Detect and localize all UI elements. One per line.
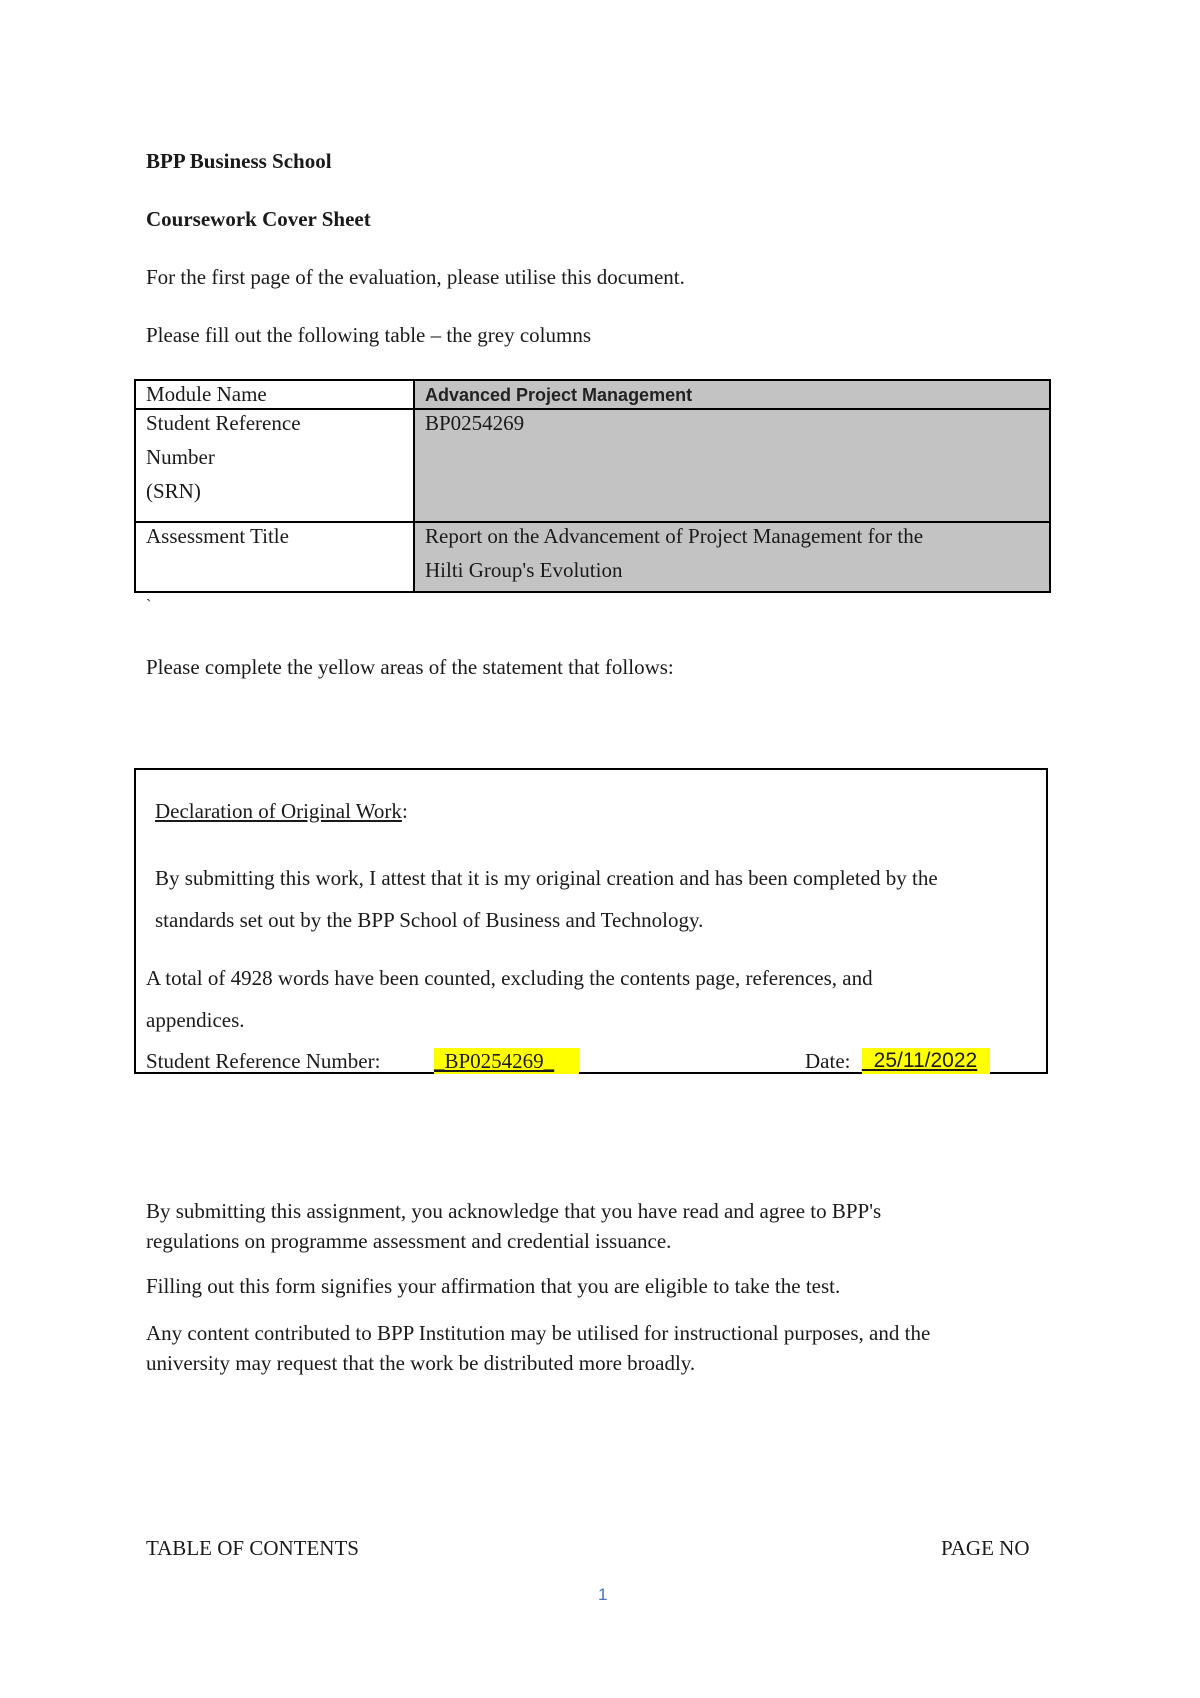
yellow-areas-instruction: Please complete the yellow areas of the statement that follows:	[146, 655, 674, 679]
word-count-line: appendices.	[146, 1008, 245, 1032]
stray-mark: `	[146, 597, 152, 614]
toc-heading: TABLE OF CONTENTS	[146, 1536, 359, 1560]
date-field[interactable]: _25/11/2022	[862, 1048, 990, 1074]
srn-declaration-field[interactable]: _BP0254269_	[434, 1048, 579, 1074]
assessment-title-label	[135, 522, 414, 592]
declaration-heading-text: Declaration of Original Work	[155, 799, 402, 823]
acknowledge-line: regulations on programme assessment and credential issuance.	[146, 1229, 672, 1253]
content-usage-line: Any content contributed to BPP Institution may be utilised for instructional purposes, and the	[146, 1321, 931, 1345]
word-count-line: A total of 4928 words have been counted, excluding the contents page, references, and	[146, 966, 873, 990]
toc-page-heading: PAGE NO	[941, 1536, 1030, 1560]
table-row	[135, 409, 1050, 522]
student-info-table	[134, 379, 1051, 593]
srn-label	[135, 409, 414, 522]
assessment-title-label-text: Assessment Title	[146, 523, 289, 548]
declaration-heading	[155, 798, 408, 824]
module-name-text: Advanced Project Management	[425, 385, 693, 405]
declaration-heading-colon: :	[401, 799, 408, 823]
page-number: 1	[598, 1585, 608, 1604]
assessment-title-line: Hilti Group's Evolution	[425, 557, 623, 582]
srn-value-text: BP0254269	[425, 411, 525, 436]
declaration-statement-line: standards set out by the BPP School of Business and Technology.	[155, 908, 704, 932]
declaration-statement-line: By submitting this work, I attest that it is my original creation and has been completed by the	[155, 866, 938, 890]
date-label: Date:	[805, 1049, 851, 1073]
srn-label-line: Number	[146, 445, 215, 470]
cover-sheet-title: Coursework Cover Sheet	[146, 207, 371, 231]
acknowledge-line: By submitting this assignment, you acknowledge that you have read and agree to BPP's	[146, 1199, 882, 1223]
table-instruction: Please fill out the following table – the grey columns	[146, 323, 591, 347]
srn-label-line: (SRN)	[146, 479, 201, 504]
content-usage-line: university may request that the work be distributed more broadly.	[146, 1351, 696, 1375]
assessment-title-value[interactable]	[414, 522, 1050, 592]
srn-value[interactable]	[414, 409, 1050, 522]
srn-declaration-label: Student Reference Number:	[146, 1049, 381, 1073]
srn-label-line: Student Reference	[146, 411, 301, 436]
assessment-title-line: Report on the Advancement of Project Management for the	[425, 523, 924, 548]
school-name: BPP Business School	[146, 149, 332, 173]
eligibility-text: Filling out this form signifies your affirmation that you are eligible to take the test.	[146, 1274, 841, 1298]
intro-text: For the first page of the evaluation, please utilise this document.	[146, 265, 685, 289]
table-row	[135, 522, 1050, 592]
module-name-label: Module Name	[135, 380, 414, 409]
